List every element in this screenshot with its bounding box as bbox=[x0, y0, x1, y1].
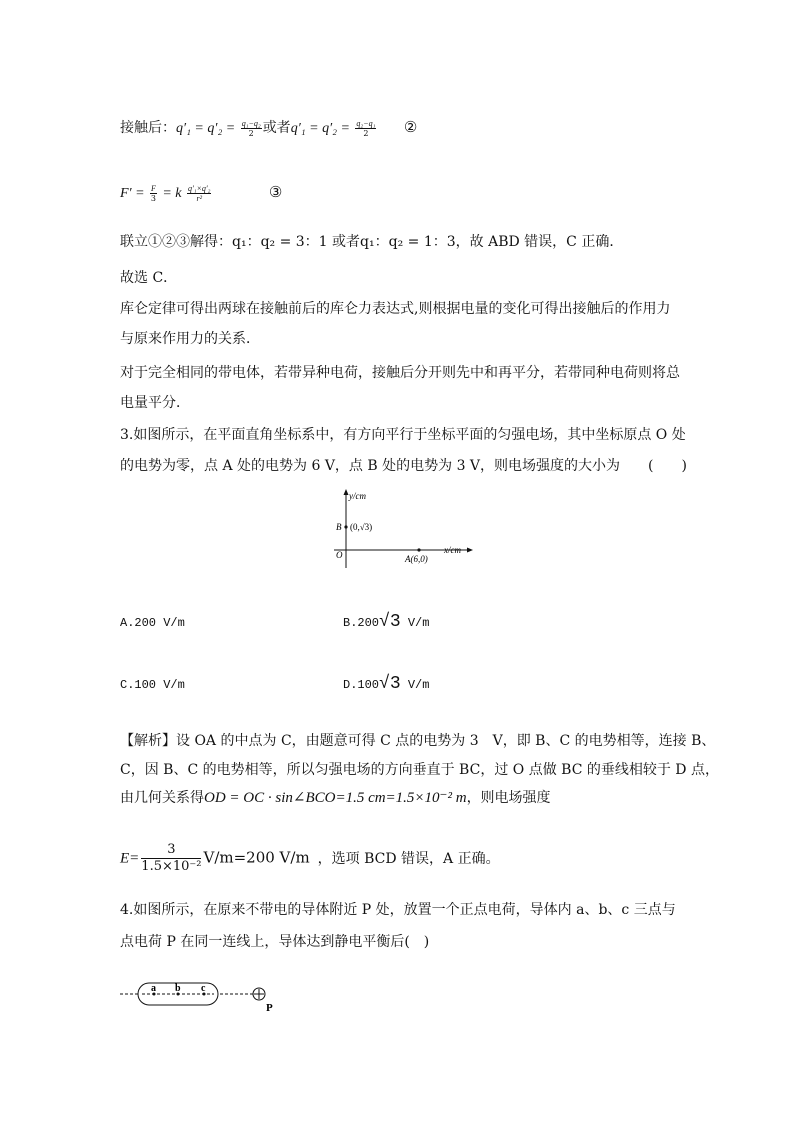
option-a[interactable]: A.200 V/m bbox=[120, 616, 185, 630]
point-b-letter: b bbox=[175, 983, 181, 994]
q4-line-1: 4.如图所示，在原来不带电的导体附近 P 处，放置一个正点电荷，导体内 a、b、c 三点与 bbox=[120, 902, 676, 918]
analysis-line-2: C，因 B、C 的电势相等，所以匀强电场的方向垂直于 BC，过 O 点做 BC 的垂线相较于 D 点， bbox=[120, 762, 719, 778]
origin-label: O bbox=[336, 550, 343, 560]
option-d-unit: V/m bbox=[400, 678, 430, 692]
point-a-label: A(6,0) bbox=[405, 554, 428, 564]
analysis-l3-prefix: 由几何关系得 bbox=[120, 790, 204, 806]
choose-line: 故选 C． bbox=[120, 270, 178, 286]
note-line-3: 对于完全相同的带电体，若带异种电荷，接触后分开则先中和再平分，若带同种电荷则将总 bbox=[120, 365, 680, 381]
eq2-frac2-num: q₂−q₁ bbox=[356, 118, 376, 128]
x-axis-arrow bbox=[467, 548, 473, 553]
eq3-marker: ③ bbox=[268, 183, 283, 201]
eq2-prefix: 接触后： bbox=[120, 120, 176, 136]
option-b[interactable] bbox=[343, 612, 429, 633]
note-line-2: 与原来作用力的关系． bbox=[120, 331, 260, 347]
e-fraction bbox=[141, 842, 201, 875]
eq2-frac1-den: 2 bbox=[248, 128, 254, 138]
e-result: V/m=200 V/m bbox=[203, 848, 310, 867]
point-c-letter: c bbox=[201, 983, 206, 994]
e-den: 1.5×10⁻² bbox=[141, 859, 202, 874]
option-b-unit: V/m bbox=[400, 616, 430, 630]
analysis-line-1: 【解析】设 OA 的中点为 C，由题意可得 C 点的电势为 3 V，即 B、C 的电势相等，连接 B、 bbox=[120, 733, 716, 749]
y-axis-arrow bbox=[344, 489, 349, 495]
eq3-f-num: F bbox=[151, 183, 156, 193]
eq2-fraction-1 bbox=[241, 119, 262, 138]
x-axis-label: x/cm bbox=[444, 545, 461, 555]
eq2-fraction-2 bbox=[355, 119, 376, 138]
eq2-or: 或者 bbox=[262, 120, 291, 136]
point-b-label: B bbox=[336, 522, 342, 532]
solution-line: 联立①②③解得：q₁：q₂ = 3：1 或者q₁：q₂ = 1：3，故 ABD 错误，C 正确． bbox=[120, 234, 624, 250]
equation-2 bbox=[120, 117, 417, 139]
analysis-line-3 bbox=[120, 788, 551, 808]
point-p-label: P bbox=[266, 1002, 273, 1014]
option-d-value: D.100 bbox=[343, 678, 380, 692]
eq2-frac2-den: 2 bbox=[363, 128, 369, 138]
y-axis-label: y/cm bbox=[349, 491, 366, 501]
eq3-k-num: q′₁×q′₂ bbox=[187, 183, 211, 193]
eq2-lhs2: q′₁ = q′₂ = bbox=[290, 121, 350, 136]
q3-line-1: 3.如图所示，在平面直角坐标系中，有方向平行于坐标平面的匀强电场，其中坐标原点 O 处 bbox=[120, 427, 686, 443]
option-d-sqrt: √3 bbox=[379, 674, 401, 694]
e-num: 3 bbox=[141, 842, 201, 859]
point-a bbox=[417, 548, 420, 551]
eq2-lhs1: q′₁ = q′₂ = bbox=[176, 121, 236, 136]
note-line-1: 库仑定律可得出两球在接触前后的库仑力表达式,则根据电量的变化可得出接触后的作用力 bbox=[120, 301, 671, 317]
eq3-fraction-k bbox=[187, 184, 211, 203]
eq2-marker: ② bbox=[403, 118, 418, 136]
eq2-frac1-num: q₁−q₂ bbox=[241, 118, 261, 128]
eq3-lhs: F′ = bbox=[120, 186, 145, 201]
analysis-od-formula: OD = OC · sin∠BCO=1.5 cm=1.5×10⁻² m bbox=[204, 790, 467, 806]
equation-3 bbox=[120, 182, 282, 204]
analysis-e-line bbox=[120, 842, 500, 875]
note-line-4: 电量平分． bbox=[120, 395, 190, 411]
e-tail: ，选项 BCD 错误，A 正确。 bbox=[317, 850, 500, 867]
eq3-k-den: r² bbox=[196, 193, 202, 203]
q4-conductor-figure bbox=[118, 975, 288, 1015]
option-d[interactable] bbox=[343, 674, 429, 695]
e-prefix: E= bbox=[120, 850, 140, 867]
eq3-fraction-f bbox=[150, 184, 157, 203]
q4-line-2: 点电荷 P 在同一连线上，导体达到静电平衡后( ) bbox=[120, 934, 430, 950]
option-c[interactable]: C.100 V/m bbox=[120, 678, 185, 692]
q3-line-2: 的电势为零，点 A 处的电势为 6 V，点 B 处的电势为 3 V，则电场强度的大小为 ( ) bbox=[120, 458, 687, 474]
q3-coordinate-figure bbox=[330, 488, 480, 570]
point-a-letter: a bbox=[151, 983, 156, 994]
option-b-value: B.200 bbox=[343, 616, 380, 630]
eq3-f-den: 3 bbox=[150, 193, 156, 203]
eq3-k: = k bbox=[162, 186, 182, 201]
analysis-l3-suffix: ，则电场强度 bbox=[466, 790, 551, 806]
point-b bbox=[344, 525, 347, 528]
option-b-sqrt: √3 bbox=[379, 612, 401, 632]
point-b-coord: (0,√3) bbox=[350, 522, 373, 532]
